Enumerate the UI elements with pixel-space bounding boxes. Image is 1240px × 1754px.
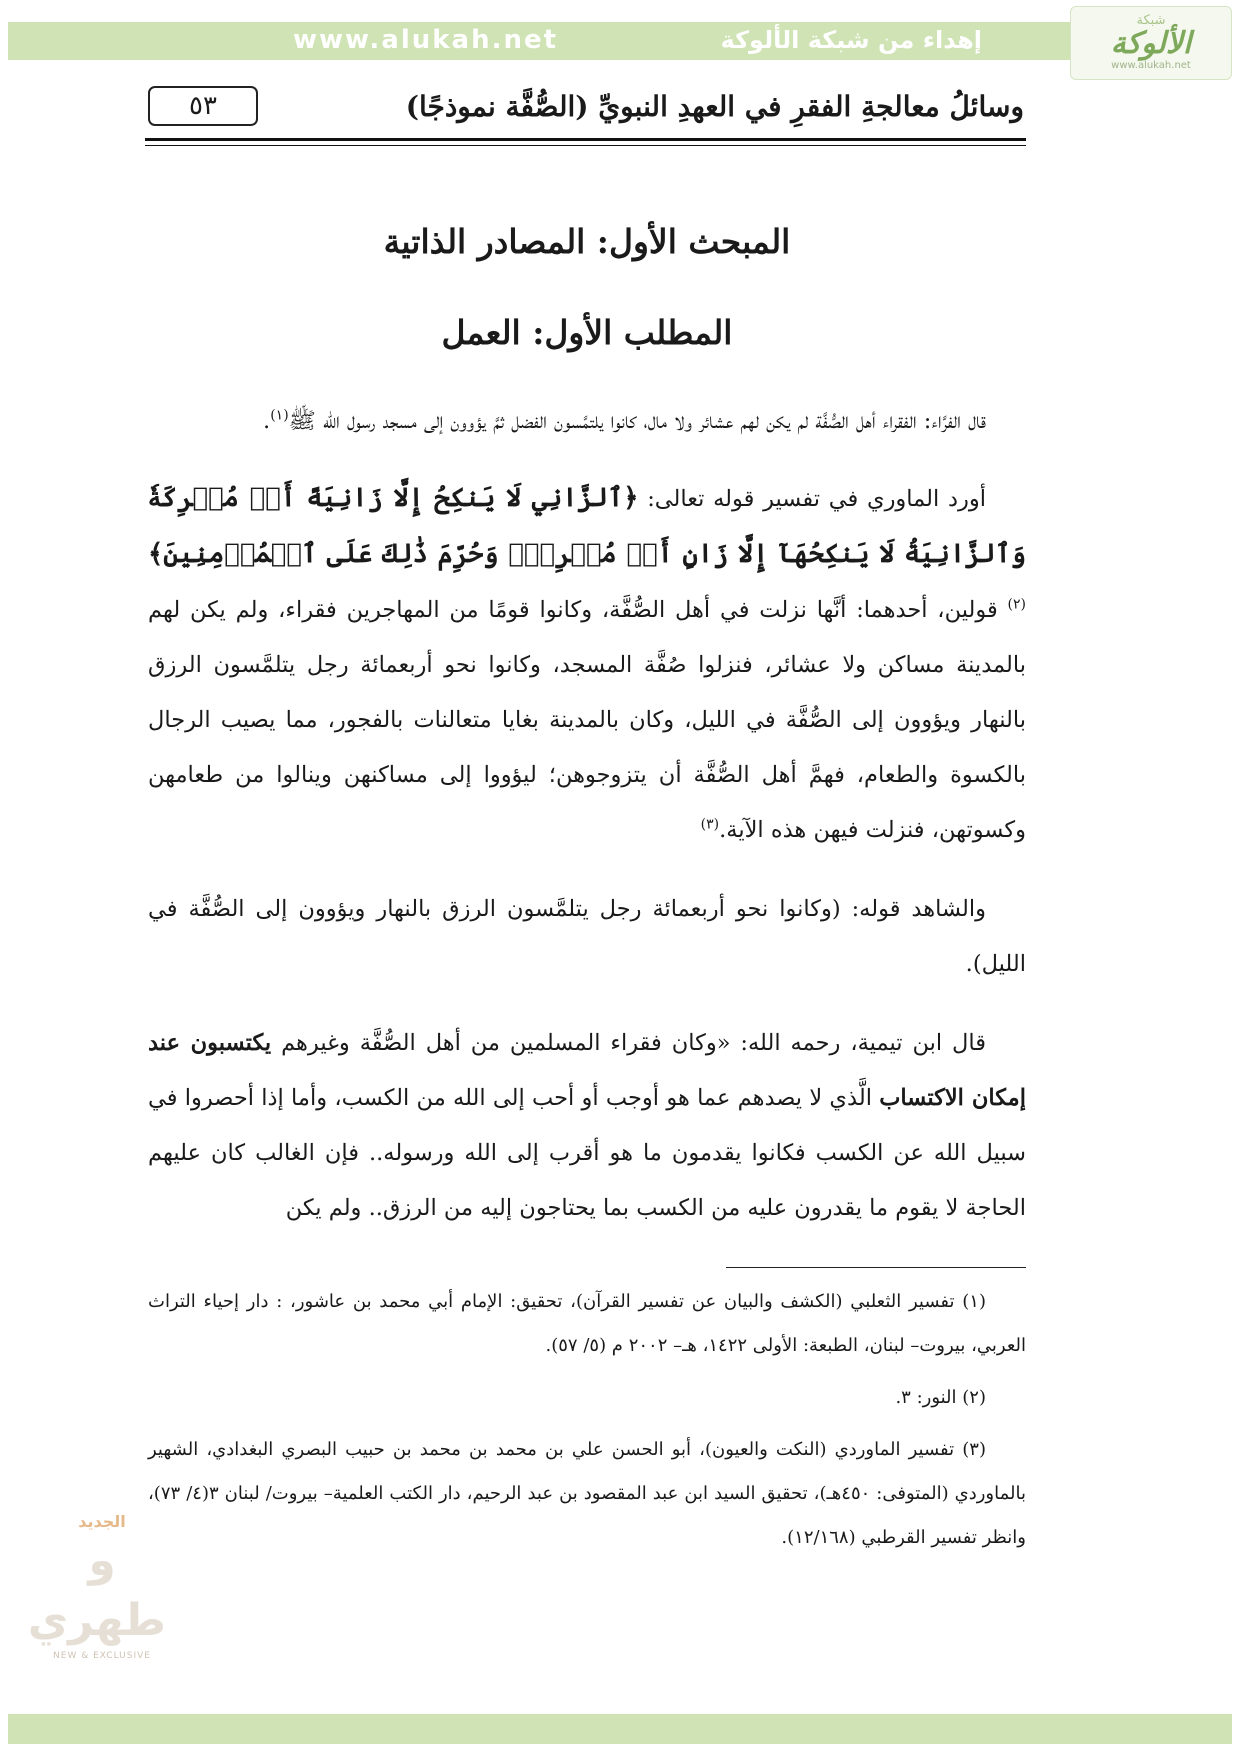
footnote-2: (٢) النور: ٣. — [895, 1387, 986, 1408]
gift-text: إهداء من شبكة الألوكة — [720, 26, 982, 54]
page-number: ٥٣ — [148, 86, 258, 126]
watermark-stamp — [27, 1512, 166, 1661]
stamp-top: الجديد — [78, 1512, 126, 1531]
paragraph-1 — [148, 394, 1026, 449]
stamp-main: و طهري — [27, 1535, 166, 1646]
subsection-title: المطلب الأول: العمل — [441, 313, 733, 352]
paragraph-4-bold: يكتسبون عند إمكان الاكتساب — [148, 1030, 1026, 1111]
footnote-ref-2[interactable]: (٢) — [1007, 596, 1026, 613]
top-banner — [8, 22, 1232, 60]
stamp-bottom: NEW & EXCLUSIVE — [53, 1651, 151, 1661]
header-rule-thick — [145, 138, 1026, 141]
footnote-3: (٣) تفسير الماوردي (النكت والعيون)، أبو الحسن علي بن محمد بن محمد بن حبيب البصري البغدادي، الشهير بالماوردي (المتوفى: ٤٥٠هـ)، تحقيق السيد ابن عبد المقصود بن عبد الرحيم، دار الكتب العلمية– بيروت/ لبنان ٣(٤/ ٧٣)، وانظر تفسير القرطبي (١٢/١٦٨). — [148, 1439, 1026, 1548]
quran-verse: ﴿ٱلزَّانِي لَا يَنكِحُ إِلَّا زَانِيَةً أَوۡ مُشۡرِكَةٗ وَٱلزَّانِيَةُ لَا يَنكِحُهَآ إِلَّا زَانٍ أَوۡ مُشۡرِكٞۚ وَحُرِّمَ ذَٰلِكَ عَلَى ٱلۡمُؤۡمِنِينَ﴾ — [148, 483, 1026, 569]
logo-url: www.alukah.net — [1111, 60, 1191, 71]
alukah-logo — [1070, 6, 1232, 80]
running-title: وسائلُ معالجةِ الفقرِ في العهدِ النبويِّ (الصُّفَّة نموذجًا) — [405, 90, 1024, 123]
footnote-ref-3[interactable]: (٣) — [700, 816, 720, 833]
site-url[interactable]: www.alukah.net — [293, 25, 559, 55]
paragraph-2-rest: قولين، أحدهما: أنَّها نزلت في أهل الصُّفَّة، وكانوا قومًا من المهاجرين فقراء، ولم يكن لهم بالمدينة مساكن ولا عشائر، فنزلوا صُفَّة المسجد، وكانوا نحو أربعمائة رجل يتلمَّسون الرزق بالنهار ويؤوون إلى الصُّفَّة في الليل، وكان بالمدينة بغايا متعالنات بالفجور، مما يصيب الرجال بالكسوة والطعام، فهمَّ أهل الصُّفَّة أن يتزوجوهن؛ ليؤووا إلى مساكنهن وينالوا من طعامهن وكسوتهن، فنزلت فيهن هذه الآية. — [148, 597, 1026, 843]
main-content — [148, 216, 1026, 1260]
section-title: المبحث الأول: المصادر الذاتية — [383, 222, 791, 261]
paragraph-1-end: . — [263, 408, 271, 434]
paragraph-3: والشاهد قوله: (وكانوا نحو أربعمائة رجل يتلمَّسون الرزق بالنهار ويؤوون إلى الصُّفَّة في الليل). — [148, 896, 1026, 977]
paragraph-4-a: قال ابن تيمية، رحمه الله: «وكان فقراء المسلمين من أهل الصُّفَّة وغيرهم — [271, 1030, 986, 1056]
logo-small-text: شبكة — [1136, 13, 1166, 28]
paragraph-2-intro: أورد الماوري في تفسير قوله تعالى: — [638, 486, 986, 512]
footnote-ref-1[interactable]: (١) — [270, 407, 289, 424]
paragraph-2 — [148, 471, 1026, 858]
footnote-1: (١) تفسير الثعلبي (الكشف والبيان عن تفسير القرآن)، تحقيق: الإمام أبي محمد بن عاشور، : دار إحياء التراث العربي، بيروت– لبنان، الطبعة: الأولى ١٤٢٢، هـ– ٢٠٠٢ م (٥/ ٥٧). — [148, 1291, 1026, 1356]
bottom-banner — [8, 1714, 1232, 1744]
paragraph-1-text: قال الفرَّاء: الفقراء أهل الصُّفَّة لم يكن لهم عشائر ولا مال، كانوا يلتمَّسون الفضل ثمَّ يؤوون إلى مسجد رسول الله ﷺ — [288, 408, 986, 434]
footnotes — [148, 1280, 1026, 1568]
footnote-separator — [726, 1267, 1026, 1268]
header-rule-thin — [145, 145, 1026, 146]
paragraph-4-b: الَّذي لا يصدهم عما هو أوجب أو أحب إلى الله من الكسب، وأما إذا أحصروا في سبيل الله عن الكسب فكانوا يقدمون ما هو أقرب إلى الله ورسوله.. فإن الغالب كان عليهم الحاجة لا يقوم ما يقدرون عليه من الكسب بما يحتاجون إليه من الرزق.. ولم يكن — [148, 1085, 1026, 1221]
paragraph-4 — [148, 1016, 1026, 1236]
logo-name: الألوكة — [1110, 26, 1192, 61]
